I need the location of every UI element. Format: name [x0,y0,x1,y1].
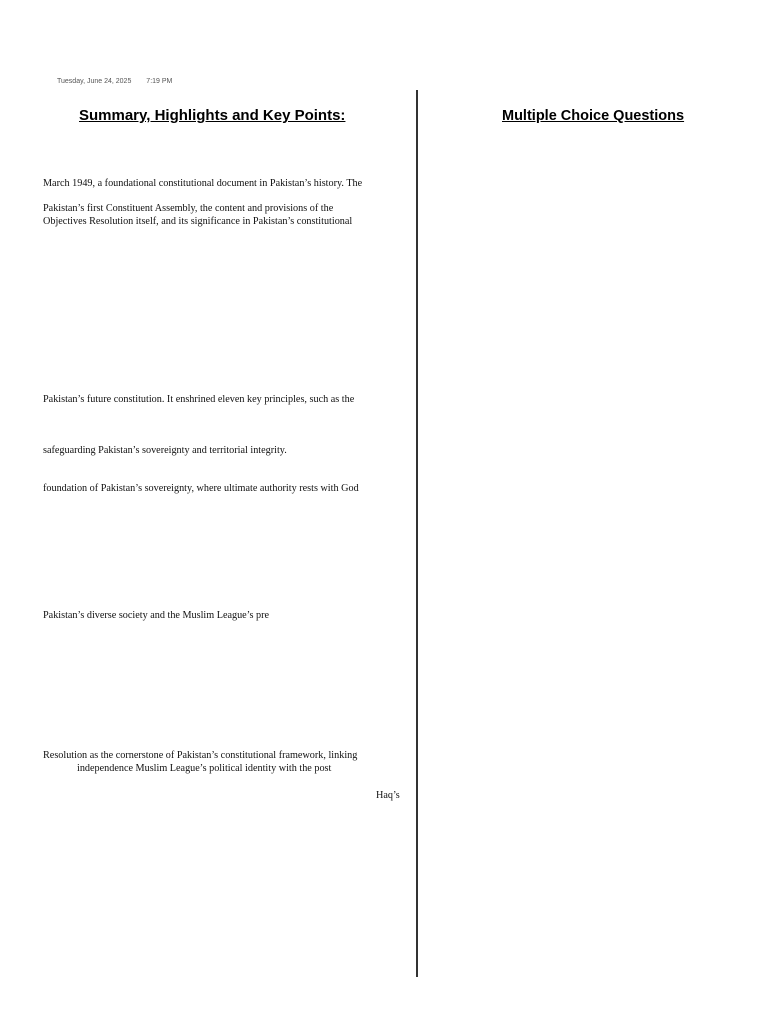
summary-line: Resolution as the cornerstone of Pakistan’s constitutional framework, linking [43,750,358,761]
mcq-heading: Multiple Choice Questions [502,108,685,124]
summary-heading: Summary, Highlights and Key Points: [79,107,346,124]
timestamp-date: Tuesday, June 24, 2025 [57,78,132,85]
timestamp-time: 7:19 PM [146,78,173,85]
summary-line: Objectives Resolution itself, and its significance in Pakistan’s constitutional [43,216,353,227]
summary-line: foundation of Pakistan’s sovereignty, where ultimate authority rests with God [43,483,359,494]
summary-line: independence Muslim League’s political identity with the post [77,763,332,774]
column-divider [416,90,418,977]
summary-line: Haq’s [376,790,400,801]
summary-line: Pakistan’s diverse society and the Muslim League’s pre [43,610,270,621]
summary-line: March 1949, a foundational constitutional document in Pakistan’s history. The [43,178,363,189]
timestamp [57,78,172,85]
summary-line: safeguarding Pakistan’s sovereignty and territorial integrity. [43,445,287,456]
summary-line: Pakistan’s future constitution. It enshrined eleven key principles, such as the [43,394,355,405]
summary-line: Pakistan’s first Constituent Assembly, the content and provisions of the [43,203,334,214]
